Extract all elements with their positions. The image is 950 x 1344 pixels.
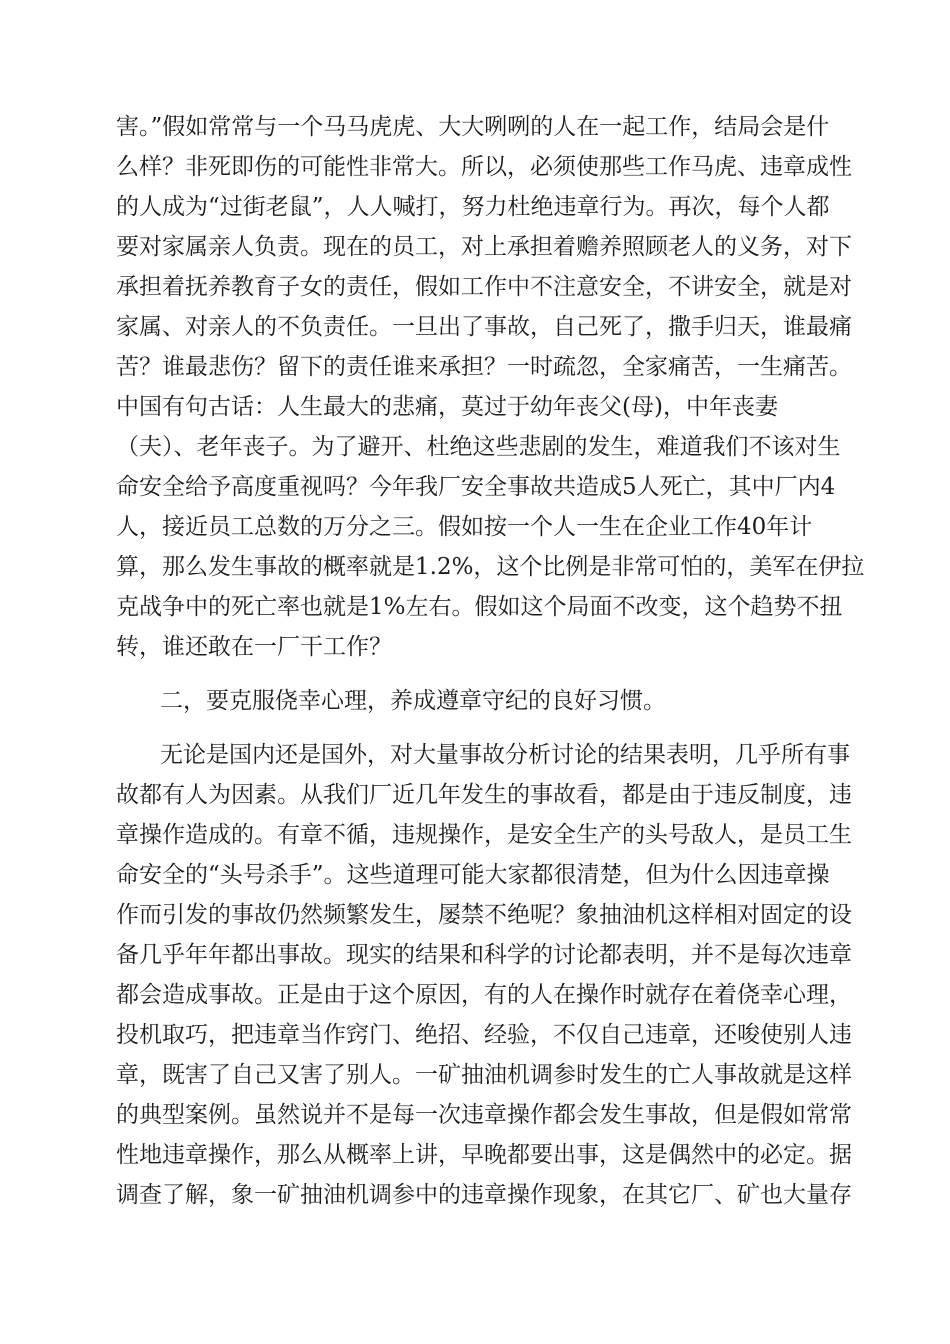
paragraph-2-line: 的典型案例。虽然说并不是每一次违章操作都会发生事故，但是假如常常 [116,1102,852,1128]
paragraph-1-line: 害。”假如常常与一个马马虎虎、大大咧咧的人在一起工作，结局会是什 [116,114,830,140]
paragraph-1-line: 算，那么发生事故的概率就是1.2%，这个比例是非常可怕的，美军在伊拉 [116,554,865,580]
paragraph-1-line: 命安全给予高度重视吗？今年我厂安全事故共造成5人死亡，其中厂内4 [116,474,836,500]
paragraph-1-line: 承担着抚养教育子女的责任，假如工作中不注意安全，不讲安全，就是对 [116,274,852,300]
paragraph-2-line: 章操作造成的。有章不循，违规操作，是安全生产的头号敌人，是员工生 [116,822,852,848]
paragraph-2-line: 都会造成事故。正是由于这个原因，有的人在操作时就存在着侥幸心理， [116,982,852,1008]
paragraph-1-line: 么样？非死即伤的可能性非常大。所以，必须使那些工作马虎、违章成性 [116,154,852,180]
paragraph-2-line: 无论是国内还是国外，对大量事故分析讨论的结果表明，几乎所有事 [160,742,850,768]
paragraph-2-line: 故都有人为因素。从我们厂近几年发生的事故看，都是由于违反制度，违 [116,782,852,808]
paragraph-1-line: 转，谁还敢在一厂干工作？ [116,634,392,660]
paragraph-2-line: 性地违章操作，那么从概率上讲，早晚都要出事，这是偶然中的必定。据 [116,1142,852,1168]
paragraph-1-line: 中国有句古话：人生最大的悲痛，莫过于幼年丧父(母)，中年丧妻 [116,394,778,420]
paragraph-2-line: 作而引发的事故仍然频繁发生，屡禁不绝呢？象抽油机这样相对固定的设 [116,902,852,928]
paragraph-2-line: 投机取巧，把违章当作窍门、绝招、经验，不仅自己违章，还唆使别人违 [116,1022,852,1048]
paragraph-1-line: 家属、对亲人的不负责任。一旦出了事故，自己死了，撒手归天，谁最痛 [116,314,852,340]
paragraph-2-line: 调查了解，象一矿抽油机调参中的违章操作现象，在其它厂、矿也大量存 [116,1182,852,1208]
paragraph-1-line: （夫）、老年丧子。为了避开、杜绝这些悲剧的发生，难道我们不该对生 [116,434,841,460]
section-heading: 二，要克服侥幸心理，养成遵章守纪的良好习惯。 [160,688,666,714]
paragraph-2-line: 章，既害了自己又害了别人。一矿抽油机调参时发生的亡人事故就是这样 [116,1062,852,1088]
paragraph-1-line: 的人成为“过街老鼠”，人人喊打，努力杜绝违章行为。再次，每个人都 [116,194,830,220]
paragraph-1-line: 要对家属亲人负责。现在的员工，对上承担着赡养照顾老人的义务，对下 [116,234,852,260]
paragraph-1-line: 克战争中的死亡率也就是1%左右。假如这个局面不改变，这个趋势不扭 [116,594,843,620]
paragraph-1-line: 人，接近员工总数的万分之三。假如按一个人一生在企业工作40年计 [116,514,813,540]
paragraph-1-line: 苦？谁最悲伤？留下的责任谁来承担？一时疏忽，全家痛苦，一生痛苦。 [116,354,852,380]
paragraph-2-line: 备几乎年年都出事故。现实的结果和科学的讨论都表明，并不是每次违章 [116,942,852,968]
paragraph-2-line: 命安全的“头号杀手”。这些道理可能大家都很清楚，但为什么因违章操 [116,862,830,888]
